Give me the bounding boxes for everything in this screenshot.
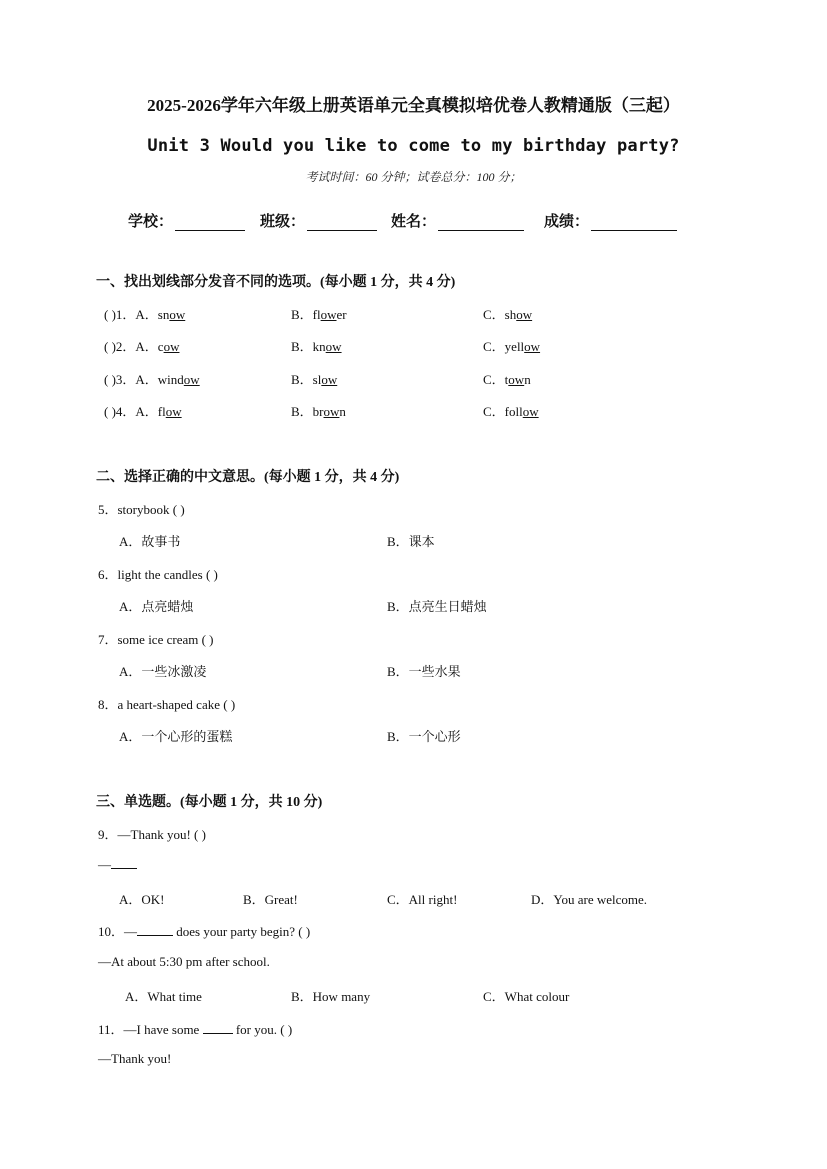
question-10-reply: —At about 5:30 pm after school.: [98, 954, 270, 969]
question-8-stem: 8．a heart-shaped cake ( ): [98, 697, 236, 712]
school-field[interactable]: [128, 210, 245, 231]
question-11-blank[interactable]: [203, 1021, 233, 1034]
question-9-stem: 9．—Thank you! ( ): [98, 827, 206, 842]
question-7-option-b: B．一些水果: [387, 664, 461, 679]
class-blank[interactable]: [307, 216, 377, 231]
question-9-option-d: D．You are welcome.: [531, 892, 648, 907]
exam-info: 考试时间：60 分钟；试卷总分：100 分；: [305, 170, 522, 184]
question-1-option-b: B．flower: [291, 307, 347, 322]
question-4-option-a: ( )4．A．flow: [104, 404, 182, 419]
question-11-reply: —Thank you!: [98, 1051, 172, 1066]
score-label: 成绩：: [544, 214, 590, 230]
question-5-option-a: A．故事书: [119, 534, 181, 549]
question-8-option-b: B．一个心形: [387, 729, 461, 744]
question-8-option-a: A．一个心形的蛋糕: [119, 729, 233, 744]
question-6-option-b: B．点亮生日蜡烛: [387, 599, 487, 614]
question-1-option-a: ( )1．A．snow: [104, 307, 186, 322]
name-label: 姓名：: [391, 214, 437, 230]
name-blank[interactable]: [438, 216, 524, 231]
question-2-option-c: C．yellow: [483, 339, 541, 354]
section-2-heading: 二、选择正确的中文意思。(每小题 1 分，共 4 分): [96, 470, 400, 485]
class-field[interactable]: [260, 210, 377, 231]
question-6-option-a: A．点亮蜡烛: [119, 599, 194, 614]
class-label: 班级：: [260, 214, 306, 230]
question-10-stem: 10．— does your party begin? ( ): [98, 924, 311, 939]
question-3-option-a: ( )3．A．window: [104, 372, 200, 387]
question-1-option-c: C．show: [483, 307, 533, 322]
unit-subtitle: Unit 3 Would you like to come to my birthday party?: [147, 136, 680, 156]
question-11-stem: 11．—I have some for you. ( ): [98, 1022, 293, 1037]
question-10-option-a: A．What time: [125, 989, 202, 1004]
question-4-option-b: B．brown: [291, 404, 346, 419]
question-9-option-c: C．All right!: [387, 892, 458, 907]
question-9-blank[interactable]: [111, 856, 137, 869]
question-3-option-b: B．slow: [291, 372, 338, 387]
question-7-option-a: A．一些冰激凌: [119, 664, 207, 679]
question-4-option-c: C．follow: [483, 404, 539, 419]
question-2-option-b: B．know: [291, 339, 342, 354]
question-5-stem: 5．storybook ( ): [98, 502, 185, 517]
question-3-option-c: C．town: [483, 372, 531, 387]
score-blank[interactable]: [591, 216, 677, 231]
page-title: 2025-2026学年六年级上册英语单元全真模拟培优卷人教精通版（三起）: [147, 96, 680, 115]
question-6-stem: 6．light the candles ( ): [98, 567, 218, 582]
question-2-option-a: ( )2．A．cow: [104, 339, 180, 354]
school-label: 学校：: [128, 214, 174, 230]
name-field[interactable]: [391, 210, 524, 231]
question-9-option-a: A．OK!: [119, 892, 165, 907]
school-blank[interactable]: [175, 216, 245, 231]
question-10-option-c: C．What colour: [483, 989, 570, 1004]
question-9-option-b: B．Great!: [243, 892, 298, 907]
question-9-reply: —: [98, 856, 137, 873]
section-1-heading: 一、找出划线部分发音不同的选项。(每小题 1 分，共 4 分): [96, 275, 456, 290]
question-10-blank[interactable]: [137, 923, 173, 936]
question-10-option-b: B．How many: [291, 989, 371, 1004]
question-5-option-b: B．课本: [387, 534, 435, 549]
section-3-heading: 三、单选题。(每小题 1 分，共 10 分): [96, 795, 323, 810]
question-7-stem: 7．some ice cream ( ): [98, 632, 214, 647]
score-field[interactable]: [544, 210, 677, 231]
